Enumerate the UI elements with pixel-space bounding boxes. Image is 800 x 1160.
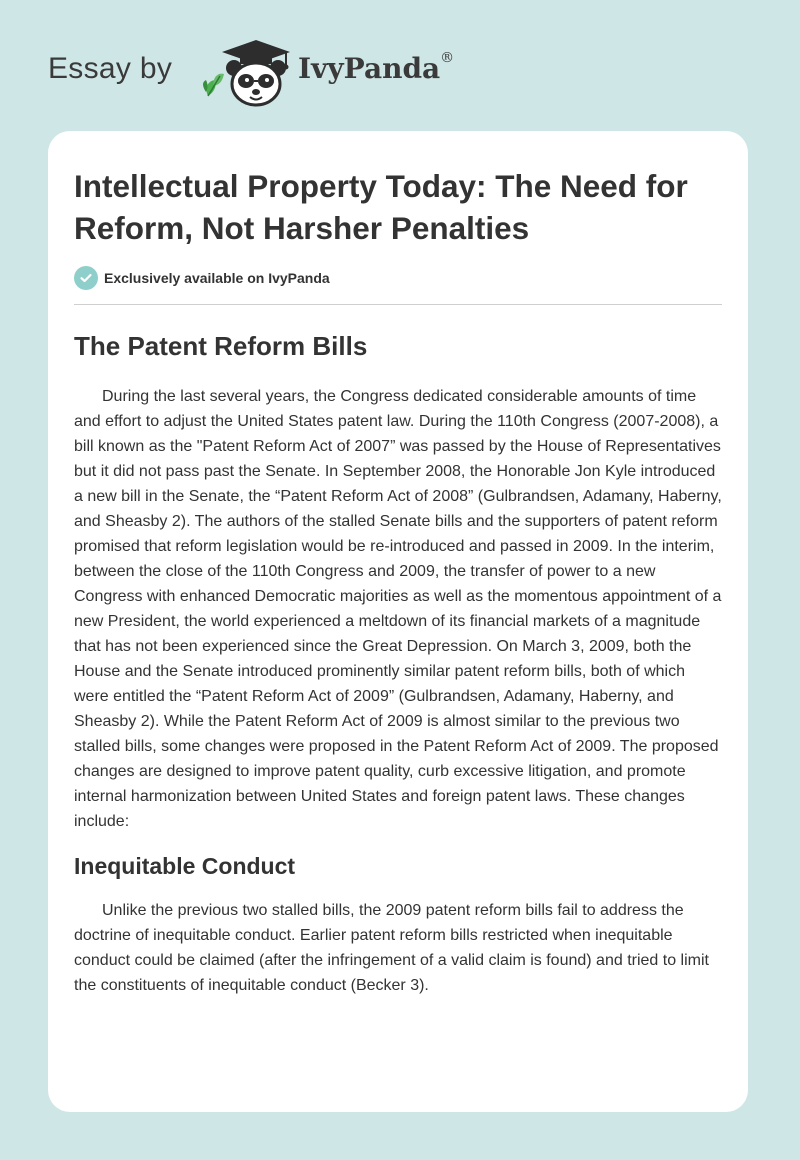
subsection-heading: Inequitable Conduct (74, 853, 296, 879)
trademark-symbol: ® (440, 50, 455, 66)
title-divider (74, 304, 722, 305)
essay-card (48, 131, 748, 1112)
section-paragraph: During the last several years, the Congress dedicated considerable amounts of time and effort to adjust the United States patent law. During the 110th Congress (2007-2008), a bill known as the "Patent Reform Act of 2007” was passed by the House of Representatives but it did not pass past the Senate. In September 2008, the Honorable Jon Kyle introduced a new bill in the Senate, the “Patent Reform Act of 2008” (Gulbrandsen, Adamany, Haberny, and Sheasby 2). The authors of the stalled Senate bills and the supporters of patent reform promised that reform legislation would be re-introduced and passed in 2009. In the interim, between the close of the 110th Congress and 2009, the transfer of power to a new Congress with enhanced Democratic majorities as well as the momentous appointment of a new President, the world experienced a meltdown of its financial markets of a magnitude that has not been experienced since the Great Depression. On March 3, 2009, both the House and the Senate introduced prominently similar patent reform bills, both of which were entitled the “Patent Reform Act of 2009” (Gulbrandsen, Adamany, Haberny, and Sheasby 2). While the Patent Reform Act of 2009 is almost similar to the previous two stalled bills, some changes were proposed in the Patent Reform Act of 2009. The proposed changes are designed to improve patent quality, curb excessive litigation, and promote internal harmonization between United States and foreign patent laws. These changes include: (74, 388, 722, 830)
brand-name: IvyPanda® (298, 50, 455, 85)
brand-header[interactable] (48, 36, 508, 108)
subsection-paragraph: Unlike the previous two stalled bills, the 2009 patent reform bills fail to address the doctrine of inequitable conduct. Earlier patent reform bills restricted when inequitable conduct could be claimed (after the infringement of a valid claim is found) and tried to limit the constituents of inequitable conduct (Becker 3). (74, 902, 709, 994)
essay-title: Intellectual Property Today: The Need for Reform, Not Harsher Penalties (74, 168, 688, 246)
ivy-leaf-icon (203, 74, 224, 96)
check-icon (74, 266, 98, 290)
exclusive-badge (74, 265, 722, 291)
panda-graduate-icon (200, 36, 296, 108)
section-heading: The Patent Reform Bills (74, 331, 368, 361)
exclusive-label: Exclusively available on IvyPanda (104, 270, 330, 286)
brand-prefix: Essay by (48, 52, 173, 85)
